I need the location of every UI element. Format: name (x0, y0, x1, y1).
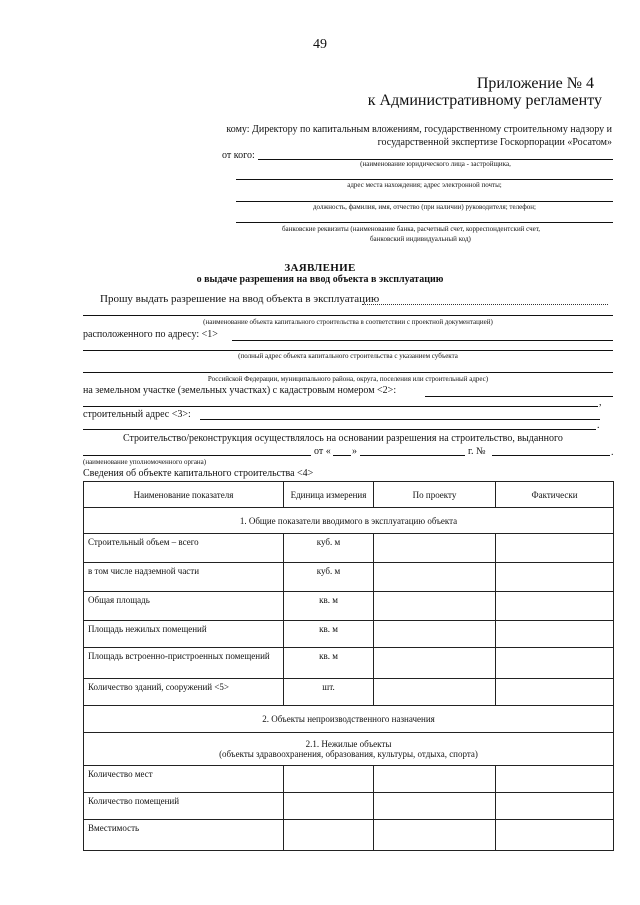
row-unit-cell[interactable] (284, 793, 374, 820)
hint-bank-code: банковский индивидуальный код) (370, 235, 471, 243)
header-unit: Единица измерения (284, 482, 374, 508)
row-actual-cell[interactable] (496, 648, 614, 679)
row-unit: кв. м (284, 592, 374, 621)
table-row (84, 766, 614, 793)
row-unit: куб. м (284, 563, 374, 592)
object-name-field[interactable] (362, 304, 608, 305)
document-title: ЗАЯВЛЕНИЕ (284, 262, 356, 274)
row-actual-cell[interactable] (496, 534, 614, 563)
row-name: Количество зданий, сооружений <5> (84, 679, 284, 706)
row-actual-cell[interactable] (496, 766, 614, 793)
date-open-quote: от « (314, 446, 331, 457)
permit-period: . (611, 447, 614, 458)
document-subtitle: о выдаче разрешения на ввод объекта в эксплуатацию (196, 274, 444, 285)
row-unit: шт. (284, 679, 374, 706)
object-info-title: Сведения об объекте капитального строительства <4> (83, 468, 314, 479)
building-comma: . (597, 420, 600, 431)
row-name: Количество мест (84, 766, 284, 793)
row-unit: кв. м (284, 648, 374, 679)
building-address-field[interactable] (200, 419, 600, 420)
hint-bank: банковские реквизиты (наименование банка, расчетный счет, корреспондентский счет, (282, 225, 541, 233)
hint-region: Российской Федерации, муниципального района, округа, поселения или строительный адрес) (207, 375, 489, 383)
from-label: от кого: (222, 150, 255, 161)
table-row (84, 820, 614, 851)
bank-field-line[interactable] (236, 222, 613, 223)
building-address-label: строительный адрес <3>: (83, 409, 191, 420)
row-project-cell[interactable] (374, 621, 496, 648)
date-day-field[interactable] (333, 455, 351, 456)
row-name: Количество помещений (84, 793, 284, 820)
row-actual-cell[interactable] (496, 679, 614, 706)
header-indicator: Наименование показателя (84, 482, 284, 508)
section-row (84, 508, 614, 534)
row-actual-cell[interactable] (496, 563, 614, 592)
parcel-comma: , (599, 397, 602, 408)
row-actual-cell[interactable] (496, 592, 614, 621)
table-row (84, 793, 614, 820)
row-actual-cell[interactable] (496, 621, 614, 648)
row-actual-cell[interactable] (496, 820, 614, 851)
table-row (84, 592, 614, 621)
permit-number-field[interactable] (492, 455, 610, 456)
row-name: Площадь встроенно-пристроенных помещений (84, 648, 284, 679)
row-unit-cell[interactable] (284, 820, 374, 851)
hint-full-address: (полный адрес объекта капитального строительства с указанием субъекта (238, 352, 458, 360)
address-extra-line[interactable] (83, 350, 613, 351)
cadastral-field-line[interactable] (425, 396, 613, 397)
page-number: 49 (313, 37, 327, 52)
row-unit: кв. м (284, 621, 374, 648)
basis-text: Строительство/реконструкция осуществлялось на основании разрешения на строительство, выданного (123, 433, 563, 444)
date-year-label: г. № (468, 446, 486, 457)
row-project-cell[interactable] (374, 534, 496, 563)
table-header-row (84, 482, 614, 508)
row-name: Общая площадь (84, 592, 284, 621)
hint-authority: (наименование уполномоченного органа) (83, 458, 207, 466)
table-row (84, 563, 614, 592)
addressee-line1: кому: Директору по капитальным вложениям, государственному строительному надзору и (226, 124, 612, 135)
hint-director: должность, фамилия, имя, отчество (при наличии) руководителя; телефон; (313, 203, 536, 211)
addressee-line2: государственной экспертизе Госкорпорации «Росатом» (377, 137, 612, 148)
located-field-line[interactable] (232, 340, 613, 341)
row-project-cell[interactable] (374, 679, 496, 706)
parcel-extra-line[interactable] (83, 406, 598, 407)
indicators-table (83, 481, 614, 851)
appendix-title: Приложение № 4 (476, 75, 594, 92)
row-project-cell[interactable] (374, 563, 496, 592)
row-project-cell[interactable] (374, 648, 496, 679)
row-project-cell[interactable] (374, 592, 496, 621)
row-unit-cell[interactable] (284, 766, 374, 793)
appendix-subtitle: к Административному регламенту (367, 92, 602, 109)
director-field-line[interactable] (236, 201, 613, 202)
table-row (84, 679, 614, 706)
building-address-extra[interactable] (83, 429, 596, 430)
section-nonresidential-title: 2.1. Нежилые объекты (305, 739, 392, 749)
table-row (84, 648, 614, 679)
date-close-quote: » (352, 446, 357, 457)
row-name: Площадь нежилых помещений (84, 621, 284, 648)
header-actual: Фактически (496, 482, 614, 508)
row-project-cell[interactable] (374, 766, 496, 793)
hint-legal-entity: (наименование юридического лица - застройщика, (360, 160, 511, 168)
date-month-field[interactable] (360, 455, 465, 456)
hint-address-email: адрес места нахождения; адрес электронной почты; (347, 181, 502, 189)
parcel-label: на земельном участке (земельных участках) с кадастровым номером <2>: (83, 385, 397, 396)
table-row (84, 534, 614, 563)
header-project: По проекту (374, 482, 496, 508)
request-text: Прошу выдать разрешение на ввод объекта в эксплуатацию (100, 293, 380, 305)
row-name: Строительный объем – всего (84, 534, 284, 563)
section-nonresidential-subtitle: (объекты здравоохранения, образования, культуры, отдыха, спорта) (219, 749, 478, 759)
section-row (84, 706, 614, 733)
section-general: 1. Общие показатели вводимого в эксплуатацию объекта (84, 508, 614, 534)
table-row (84, 621, 614, 648)
row-project-cell[interactable] (374, 820, 496, 851)
section-nonproduction: 2. Объекты непроизводственного назначения (84, 706, 614, 733)
row-name: Вместимость (84, 820, 284, 851)
address-region-line[interactable] (83, 372, 613, 373)
row-name: в том числе надземной части (84, 563, 284, 592)
authority-field-line[interactable] (83, 455, 311, 456)
row-project-cell[interactable] (374, 793, 496, 820)
address-field-line[interactable] (236, 179, 613, 180)
hint-object-name: (наименование объекта капитального строительства в соответствии с проектной документацией) (203, 318, 493, 326)
row-actual-cell[interactable] (496, 793, 614, 820)
section-row (84, 733, 614, 766)
located-label: расположенного по адресу: <1> (83, 329, 218, 340)
object-name-line[interactable] (83, 315, 613, 316)
section-nonresidential (84, 733, 614, 766)
row-unit: куб. м (284, 534, 374, 563)
